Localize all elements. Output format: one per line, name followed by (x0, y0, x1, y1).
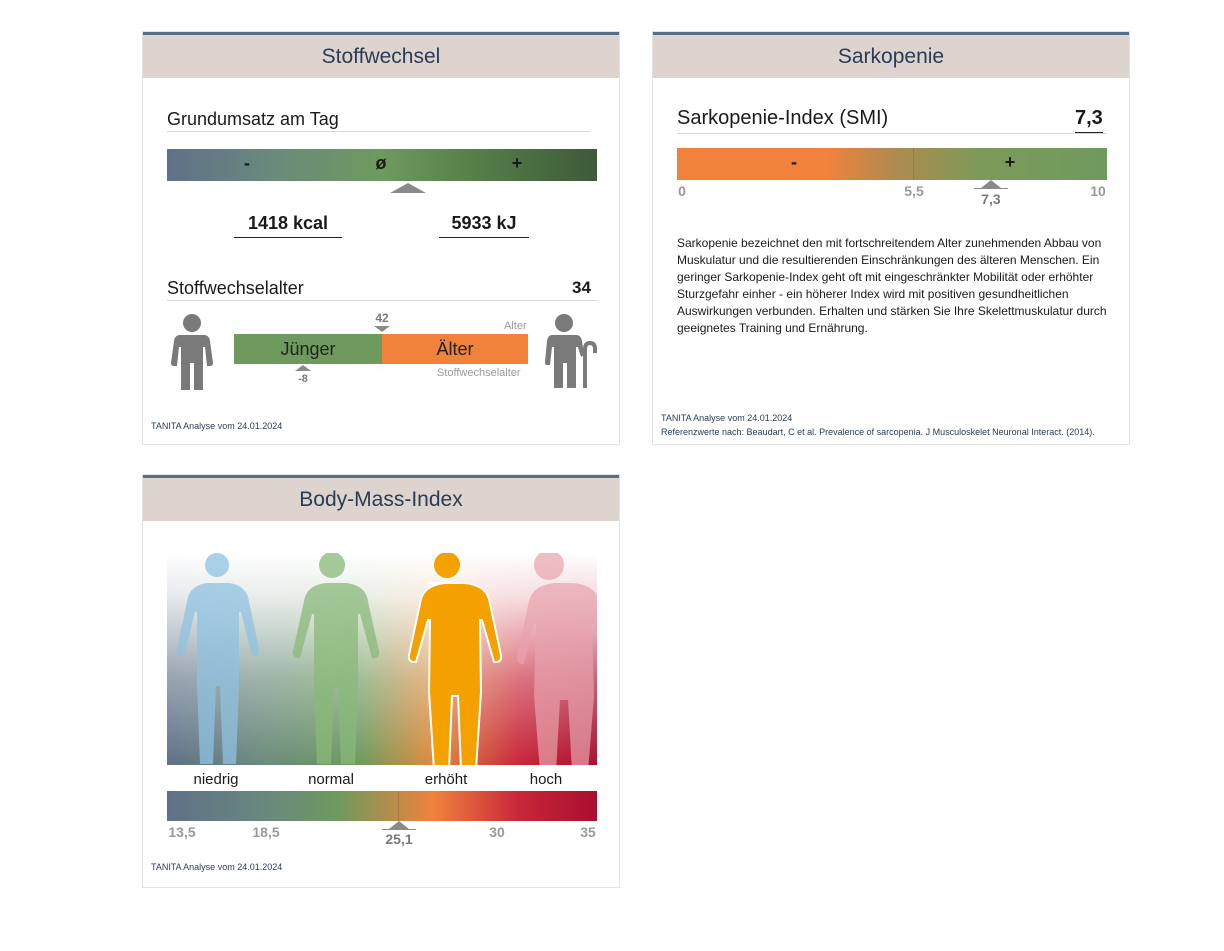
normal-figure-icon (293, 553, 379, 764)
bar-minus-label: - (244, 153, 250, 173)
metabolic-age-caption: Stoffwechselalter (437, 367, 521, 379)
metabolism-footer: TANITA Analyse vom 24.01.2024 (151, 421, 283, 431)
sarcopenia-card (652, 31, 1130, 445)
smi-label: Sarkopenie-Index (SMI) (677, 107, 889, 129)
divider (167, 300, 597, 301)
marker-bottom-arrow (295, 365, 311, 371)
bmi-tick-min: 13,5 (168, 824, 196, 840)
smi-marker (981, 180, 1001, 188)
metabolism-title: Stoffwechsel (143, 32, 619, 78)
high-figure-icon (517, 553, 597, 765)
divider (167, 131, 590, 132)
category-normal: normal (308, 771, 354, 788)
bmi-tick-normal: 18,5 (252, 824, 280, 840)
smi-value-tick: 7,3 (981, 191, 1001, 207)
kcal-value: 1418 kcal (234, 213, 342, 238)
metabolism-card (142, 31, 620, 445)
younger-segment: Jünger (234, 334, 382, 364)
bar-plus-label: + (511, 153, 523, 173)
bmi-footer: TANITA Analyse vom 24.01.2024 (151, 862, 283, 872)
smi-tick-mid: 5,5 (904, 183, 924, 199)
metabolic-age-label: Stoffwechselalter (167, 278, 304, 298)
sarcopenia-description: Sarkopenie bezeichnet den mit fortschreitendem Alter zunehmenden Abbau von Muskulatur und die resultierenden Einschränkungen des älteren Menschen. Ein geringer Sarkopenie-Index geht oft mit eingeschränkter Mobilität oder erhöhter Sturzgefahr einher - ein höherer Index wird mit positiven gesundheitlichen Auswirkungen verbunden. Erhalten und stärken Sie Ihre Skelettmuskulatur durch geeignetes Training und Ernährung. (677, 236, 1107, 335)
category-low: niedrig (193, 771, 239, 788)
bmi-title: Body-Mass-Index (143, 475, 619, 521)
bmi-card (142, 474, 620, 888)
marker-bottom-value: -8 (298, 373, 308, 385)
divider (677, 133, 1107, 134)
smi-gradient-bar (677, 148, 1107, 180)
underweight-figure-icon (177, 553, 259, 764)
bar-plus-label: + (1004, 152, 1016, 172)
bmr-label: Grundumsatz am Tag (167, 109, 339, 129)
smi-marker-line (974, 188, 1008, 189)
sarcopenia-footer: TANITA Analyse vom 24.01.2024 (661, 413, 793, 423)
bmi-gradient-bar (167, 791, 597, 821)
bmi-marker (389, 821, 409, 829)
bmi-mid-line (398, 791, 399, 821)
bmi-value-tick: 25,1 (385, 831, 413, 847)
bar-minus-label: - (791, 152, 797, 172)
young-person-icon (169, 313, 215, 393)
kj-value: 5933 kJ (439, 213, 529, 238)
bmi-figure-panel (167, 553, 597, 765)
smi-tick-min: 0 (678, 183, 686, 199)
bmi-tick-max: 35 (580, 824, 596, 840)
bmi-tick-obese: 30 (489, 824, 505, 840)
smi-value: 7,3 (1075, 107, 1103, 133)
marker-top-value: 42 (375, 311, 389, 325)
category-elevated: erhöht (424, 771, 468, 788)
bmr-marker (390, 183, 426, 193)
smi-mid-line (913, 148, 914, 180)
marker-top-arrow (374, 326, 390, 332)
smi-tick-max: 10 (1090, 183, 1106, 199)
bmi-silhouettes (167, 553, 597, 765)
older-caption: Alter (504, 320, 527, 332)
older-segment: Älter (382, 334, 528, 364)
elevated-figure-icon (409, 553, 501, 765)
sarcopenia-reference: Referenzwerte nach: Beaudart, C et al. Prevalence of sarcopenia. J Musculoskelet Neuronal Interact. (2014). (661, 427, 1095, 437)
bmr-gradient-bar (167, 149, 597, 181)
older-person-icon (545, 313, 599, 393)
sarcopenia-title: Sarkopenie (653, 32, 1129, 78)
bar-average-label: ø (375, 153, 387, 173)
bmi-marker-line (382, 829, 416, 830)
category-high: hoch (529, 771, 563, 788)
metabolic-age-value: 34 (572, 278, 591, 301)
